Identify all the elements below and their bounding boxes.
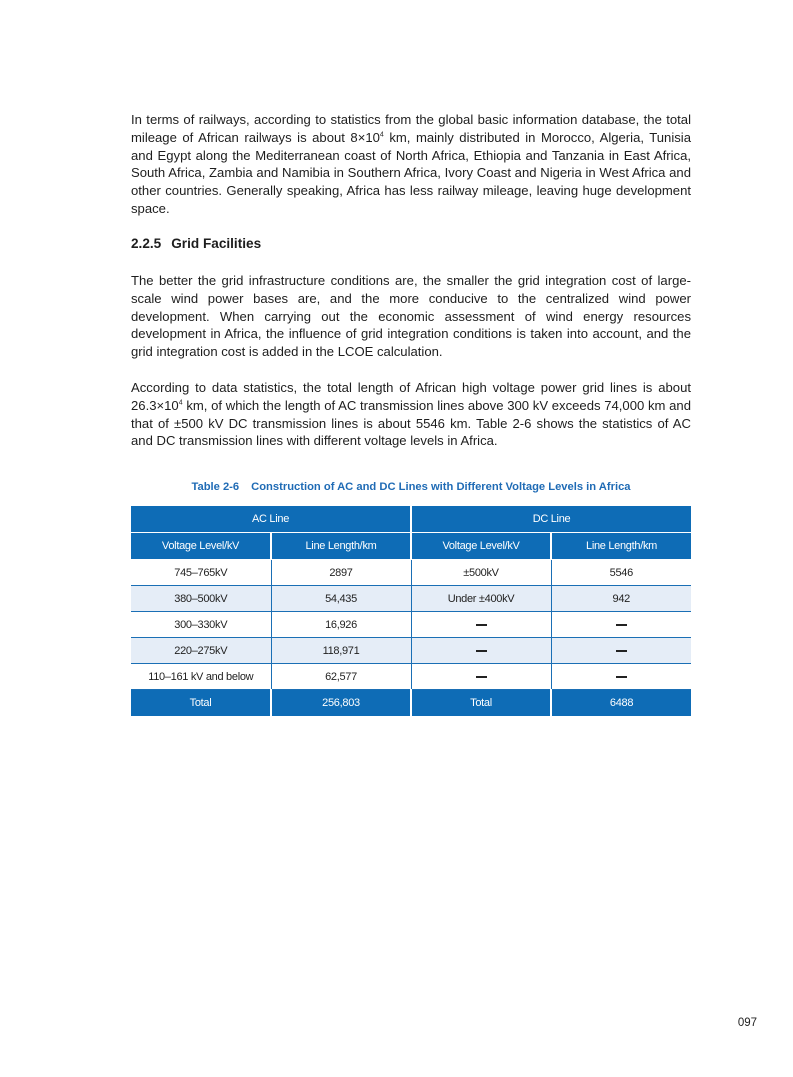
section-heading <box>131 236 261 251</box>
table-cell: 62,577 <box>271 664 411 690</box>
voltage-lines-table <box>131 506 691 716</box>
table-cell: 300–330kV <box>131 612 271 638</box>
table-cell: 54,435 <box>271 586 411 612</box>
table-cell <box>551 664 691 690</box>
table-row <box>131 586 691 612</box>
table-caption <box>131 481 691 493</box>
table-cell: Under ±400kV <box>411 586 551 612</box>
table-total-row <box>131 690 691 717</box>
table-row <box>131 560 691 586</box>
table-row <box>131 638 691 664</box>
table-cell: 2897 <box>271 560 411 586</box>
table-cell <box>551 638 691 664</box>
column-header: Voltage Level/kV <box>131 533 271 560</box>
table-group-header-row <box>131 506 691 533</box>
table-cell: 745–765kV <box>131 560 271 586</box>
total-cell: 6488 <box>551 690 691 717</box>
column-header: Line Length/km <box>271 533 411 560</box>
table-cell: 942 <box>551 586 691 612</box>
column-header: Line Length/km <box>551 533 691 560</box>
table-cell: 110–161 kV and below <box>131 664 271 690</box>
total-cell: 256,803 <box>271 690 411 717</box>
paragraph-railways: In terms of railways, according to statistics from the global basic information database, the total mileage of African railways is about $8\times 10^4$ km, mainly distributed in Morocco, Algeria, Tunisia and Egypt along the Mediterranean coast of North Africa, Ethiopia and Tanzania in East Africa, South Africa, Zambia and Namibia in Southern Africa, Ivory Coast and Nigeria in West Africa and other countries. Generally speaking, Africa has less railway mileage, leaving huge development space. <box>131 112 691 216</box>
table-cell: 16,926 <box>271 612 411 638</box>
section-number: 2.2.5 <box>131 236 162 251</box>
table-cell <box>551 612 691 638</box>
dash-icon <box>616 650 627 652</box>
dash-icon <box>476 650 487 652</box>
table-cell: ±500kV <box>411 560 551 586</box>
total-cell: Total <box>411 690 551 717</box>
dash-icon <box>476 676 487 678</box>
group-header-dc: DC Line <box>411 506 691 533</box>
total-cell: Total <box>131 690 271 717</box>
dash-icon <box>616 676 627 678</box>
group-header-ac: AC Line <box>131 506 411 533</box>
table-cell <box>411 638 551 664</box>
table-number: Table 2-6 <box>191 481 240 493</box>
table-cell: 220–275kV <box>131 638 271 664</box>
dash-icon <box>476 624 487 626</box>
column-header: Voltage Level/kV <box>411 533 551 560</box>
paragraph-grid-stats: According to data statistics, the total length of African high voltage power grid lines is about $26.3\times 10^4$ km, of which the length of AC transmission lines above 300 kV exceeds 74,000 km and that of ±500 kV DC transmission lines is about 5546 km. Table 2-6 shows the statistics of AC and DC transmission lines with different voltage levels in Africa. <box>131 380 691 449</box>
table-cell: 118,971 <box>271 638 411 664</box>
table-cell <box>411 664 551 690</box>
page-number: 097 <box>737 1017 757 1029</box>
table-cell: 380–500kV <box>131 586 271 612</box>
section-title: Grid Facilities <box>171 236 262 251</box>
table-cell: 5546 <box>551 560 691 586</box>
table-cell <box>411 612 551 638</box>
table-row <box>131 664 691 690</box>
paragraph-grid-intro: The better the grid infrastructure conditions are, the smaller the grid integration cost of large-scale wind power bases are, and the more conducive to the centralized wind power development. When carrying out the economic assessment of wind energy resources development in Africa, the influence of grid integration conditions is taken into account, and the grid integration cost is added in the LCOE calculation. <box>131 273 691 360</box>
table-title: Construction of AC and DC Lines with Different Voltage Levels in Africa <box>251 481 631 493</box>
dash-icon <box>616 624 627 626</box>
table-row <box>131 612 691 638</box>
table-column-header-row <box>131 533 691 560</box>
